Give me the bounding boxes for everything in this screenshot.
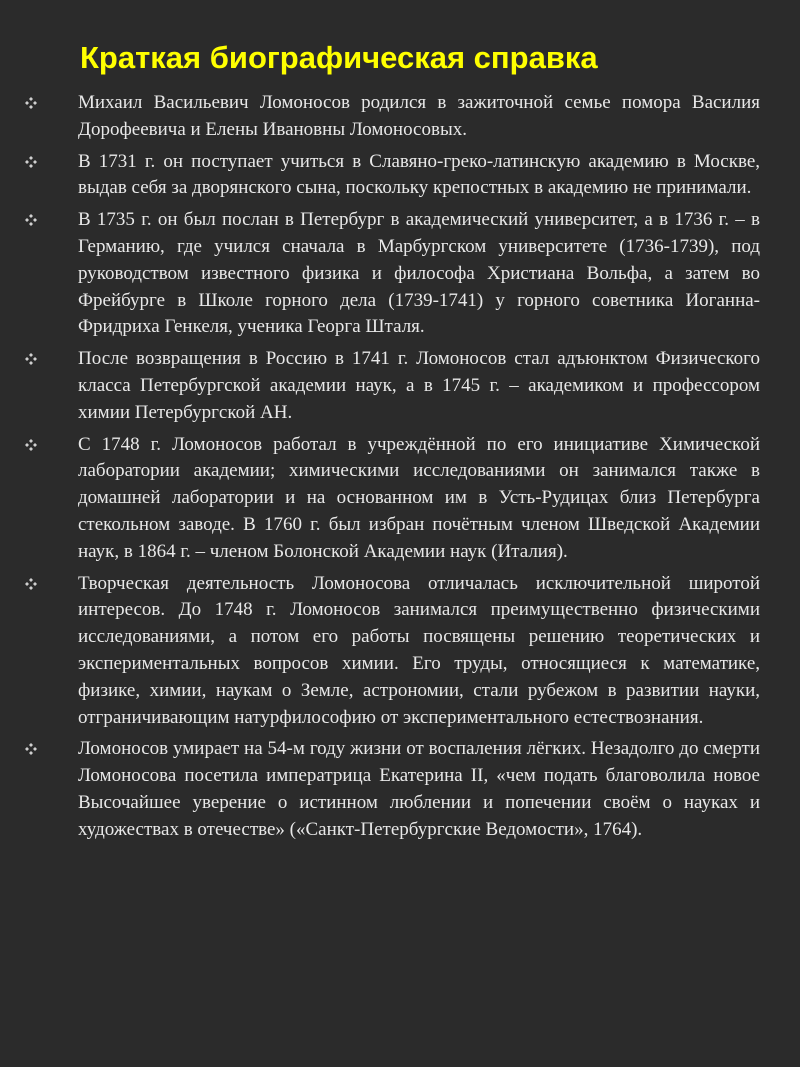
paragraph-text: После возвращения в Россию в 1741 г. Ломоносов стал адъюнктом Физического класса Петербургской академии наук, а в 1745 г. – академиком и профессором химии Петербургской АН.	[78, 348, 760, 423]
paragraph-text: Михаил Васильевич Ломоносов родился в зажиточной семье помора Василия Дорофеевича и Елены Ивановны Ломоносовых.	[78, 92, 760, 140]
diamond-bullet-icon	[24, 213, 38, 227]
list-item	[0, 736, 800, 843]
list-item	[0, 149, 800, 203]
list-item	[0, 346, 800, 426]
paragraph-text: С 1748 г. Ломоносов работал в учреждённой по его инициативе Химической лаборатории академии; химическими исследованиями он занимался также в домашней лаборатории и на основанном им в Усть-Рудицах близ Петербурга стекольном заводе. В 1760 г. был избран почётным членом Шведской Академии наук, в 1864 г. – членом Болонской Академии наук (Италия).	[78, 433, 760, 562]
list-item	[0, 571, 800, 732]
list-item	[0, 432, 800, 566]
paragraph-text: В 1731 г. он поступает учиться в Славяно-греко-латинскую академию в Москве, выдав себя за дворянского сына, поскольку крепостных в академию не принимали.	[78, 150, 760, 199]
slide-title: Краткая биографическая справка	[80, 40, 598, 75]
diamond-bullet-icon	[24, 438, 38, 452]
paragraph-text: Ломоносов умирает на 54-м году жизни от воспаления лёгких. Незадолго до смерти Ломоносова посетила императрица Екатерина II, «чем подать благоволила новое Высочайшее уверение о истинном люблении и попечении своём о науках и художествах в отечестве» («Санкт-Петербургские Ведомости», 1764).	[78, 738, 760, 840]
diamond-bullet-icon	[24, 352, 38, 366]
diamond-bullet-icon	[24, 96, 38, 110]
diamond-bullet-icon	[24, 742, 38, 756]
paragraph-text: Творческая деятельность Ломоносова отличалась исключительной широтой интересов. До 1748 г. Ломоносов занимался преимущественно физическими исследованиями, а потом его работы посвящены решению теоретических и экспериментальных вопросов химии. Его труды, относящиеся к математике, физике, химии, наукам о Земле, астрономии, стали рубежом в развитии науки, отграничивающим натурфилософию от экспериментального естествознания.	[78, 572, 760, 728]
list-item	[0, 90, 800, 144]
bullet-list	[0, 90, 800, 1067]
paragraph-text: В 1735 г. он был послан в Петербург в академический университет, а в 1736 г. – в Германию, где учился сначала в Марбургском университете (1736-1739), под руководством известного физика и философа Христиана Вольфа, а затем во Фрейбурге в Школе горного дела (1739-1741) у горного советника Иоганна-Фридриха Генкеля, ученика Георга Шталя.	[78, 209, 760, 338]
diamond-bullet-icon	[24, 155, 38, 169]
diamond-bullet-icon	[24, 577, 38, 591]
list-item	[0, 207, 800, 341]
